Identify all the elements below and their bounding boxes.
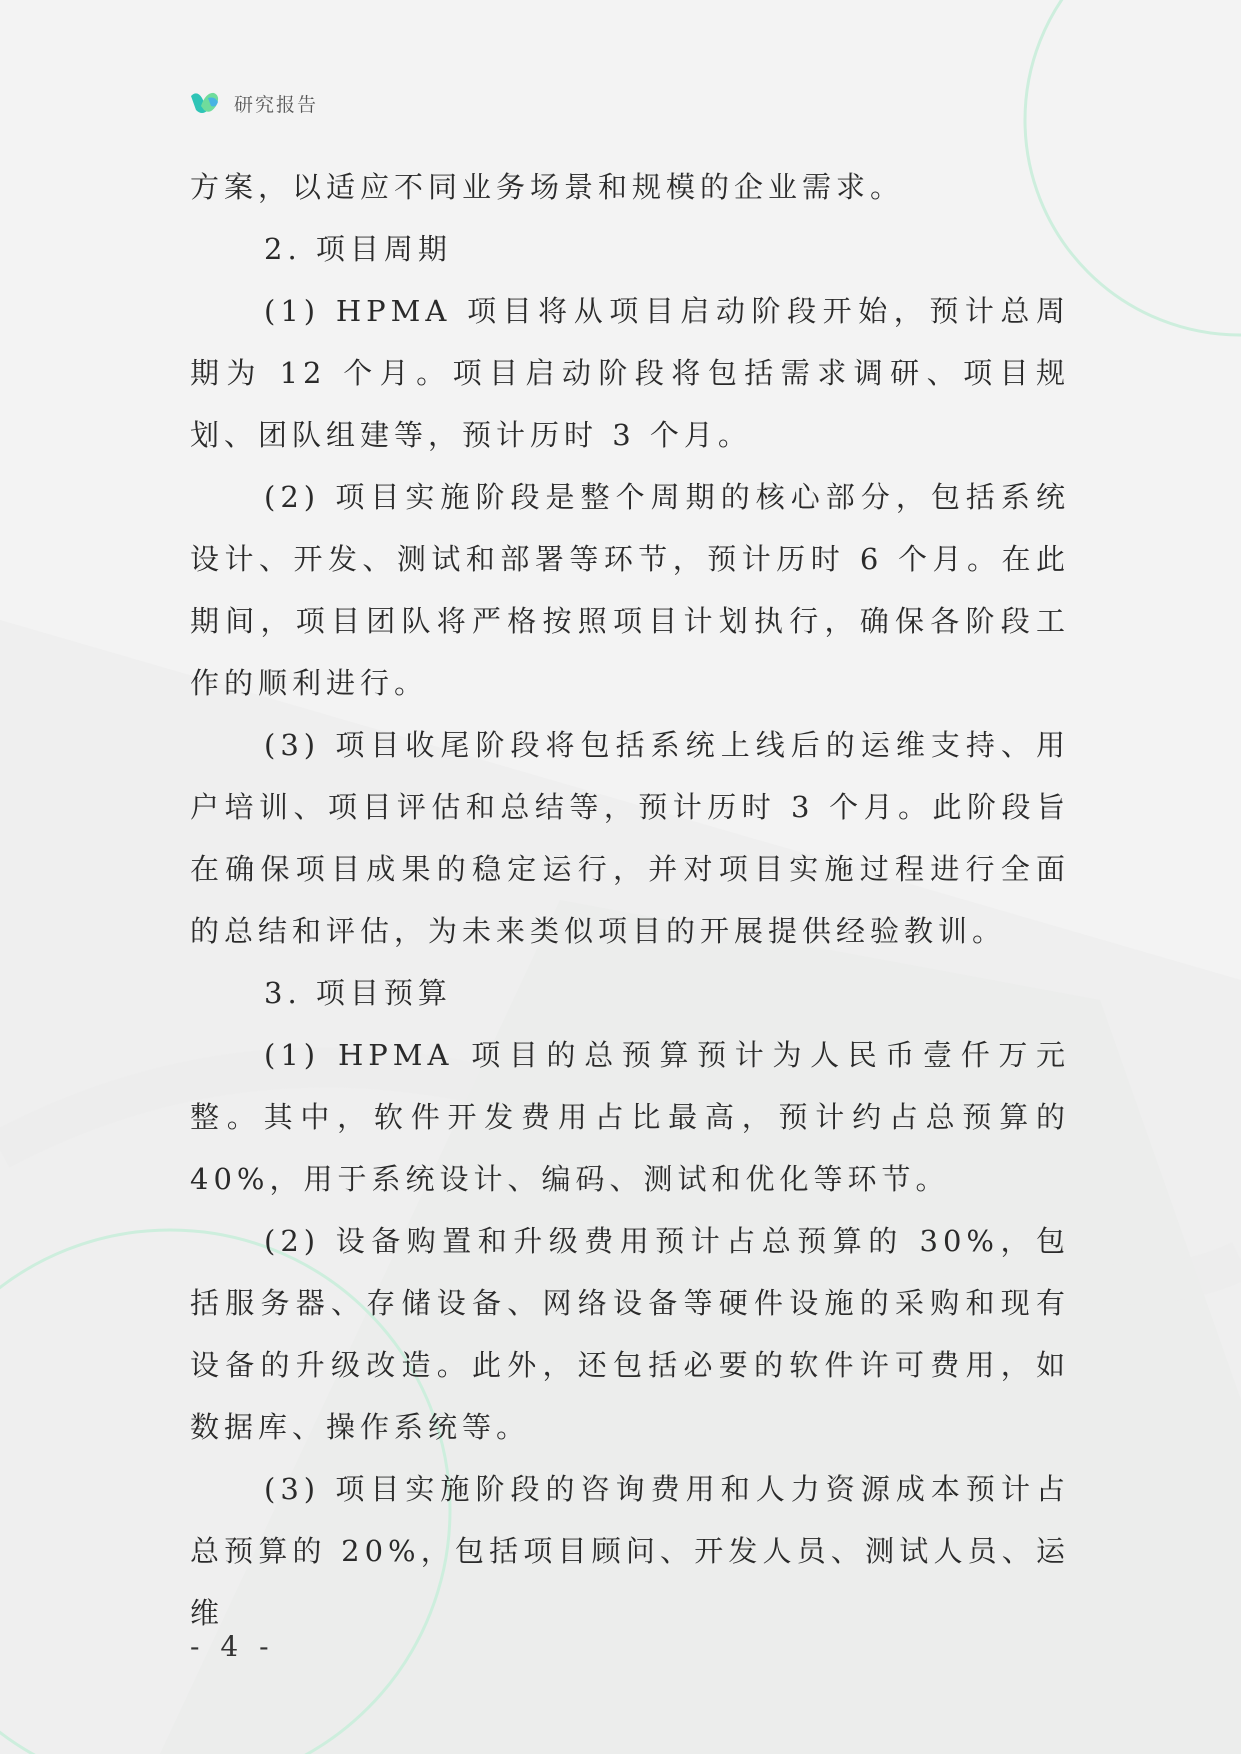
paragraph: (1) HPMA 项目的总预算预计为人民币壹仟万元整。其中，软件开发费用占比最高，预计约占总预算的 40%，用于系统设计、编码、测试和优化等环节。: [190, 1038, 1070, 1196]
report-header: [188, 88, 318, 118]
paragraph: (3) 项目实施阶段的咨询费用和人力资源成本预计占总预算的 20%，包括项目顾问、开发人员、测试人员、运维: [190, 1472, 1070, 1630]
paragraph: (1) HPMA 项目将从项目启动阶段开始，预计总周期为 12 个月。项目启动阶段将包括需求调研、项目规划、团队组建等，预计历时 3 个月。: [190, 294, 1070, 452]
paragraph: (2) 项目实施阶段是整个周期的核心部分，包括系统设计、开发、测试和部署等环节，预计历时 6 个月。在此期间，项目团队将严格按照项目计划执行，确保各阶段工作的顺利进行。: [190, 480, 1070, 700]
paragraph: (3) 项目收尾阶段将包括系统上线后的运维支持、用户培训、项目评估和总结等，预计历时 3 个月。此阶段旨在确保项目成果的稳定运行，并对项目实施过程进行全面的总结和评估，为未来类似项目的开展提供经验教训。: [190, 728, 1070, 948]
brand-logo-icon: [188, 88, 222, 118]
header-title: 研究报告: [234, 93, 319, 116]
paragraph: 方案，以适应不同业务场景和规模的企业需求。: [190, 170, 905, 204]
document-body: [190, 156, 1070, 1644]
section-heading-project-cycle: 2. 项目周期: [264, 232, 452, 266]
paragraph: (2) 设备购置和升级费用预计占总预算的 30%，包括服务器、存储设备、网络设备等硬件设施的采购和现有设备的升级改造。此外，还包括必要的软件许可费用，如数据库、操作系统等。: [190, 1224, 1070, 1444]
section-heading-project-budget: 3. 项目预算: [264, 976, 452, 1010]
page-number: - 4 -: [190, 1630, 275, 1663]
